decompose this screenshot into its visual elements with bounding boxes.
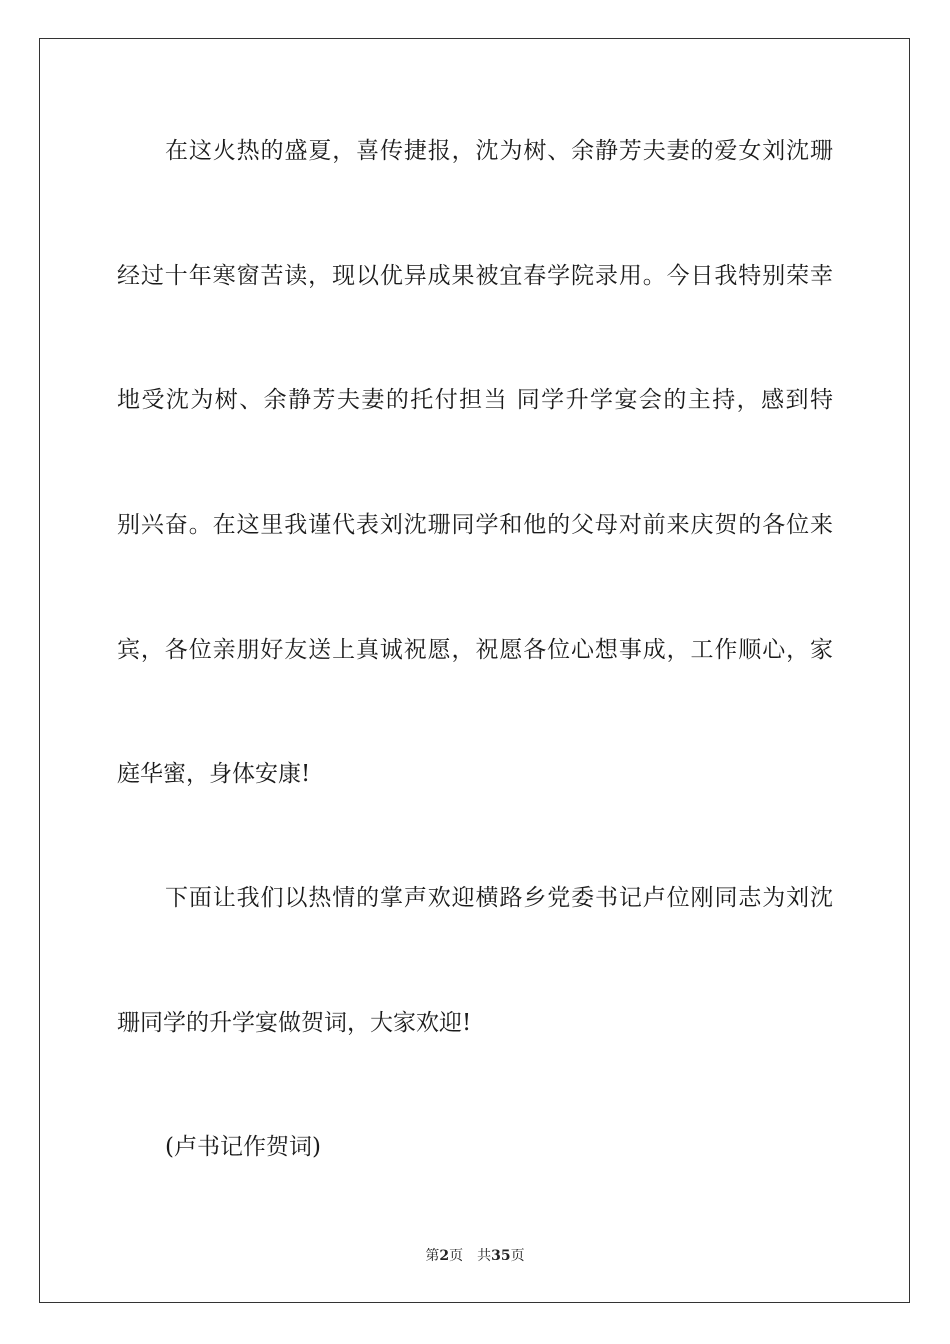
page-prefix: 第 [425, 1248, 440, 1264]
paragraph-3: (卢书记作贺词) [165, 1134, 321, 1160]
total-prefix: 共 [477, 1248, 492, 1264]
paragraph-1-line-4: 别兴奋。在这里我谨代表刘沈珊同学和他的父母对前来庆贺的各位来 [117, 512, 833, 538]
paragraph-1-line-3: 地受沈为树、余静芳夫妻的托付担当 同学升学宴会的主持，感到特 [117, 387, 833, 413]
page-footer [0, 1247, 950, 1265]
page-suffix: 页 [449, 1248, 464, 1264]
page-number: 2 [439, 1248, 450, 1264]
paragraph-1-line-5: 宾，各位亲朋好友送上真诚祝愿，祝愿各位心想事成，工作顺心，家 [117, 637, 833, 663]
paragraph-1-line-2: 经过十年寒窗苦读，现以优异成果被宜春学院录用。今日我特别荣幸 [117, 263, 833, 289]
paragraph-2-line-1: 下面让我们以热情的掌声欢迎横路乡党委书记卢位刚同志为刘沈 [165, 885, 833, 911]
total-pages: 35 [491, 1248, 511, 1264]
paragraph-1-line-1: 在这火热的盛夏，喜传捷报，沈为树、余静芳夫妻的爱女刘沈珊 [165, 138, 833, 164]
total-suffix: 页 [510, 1248, 525, 1264]
paragraph-2-line-2: 珊同学的升学宴做贺词，大家欢迎! [117, 1010, 472, 1036]
paragraph-1-line-6: 庭华蜜，身体安康! [117, 761, 311, 787]
page-border [39, 38, 910, 1303]
